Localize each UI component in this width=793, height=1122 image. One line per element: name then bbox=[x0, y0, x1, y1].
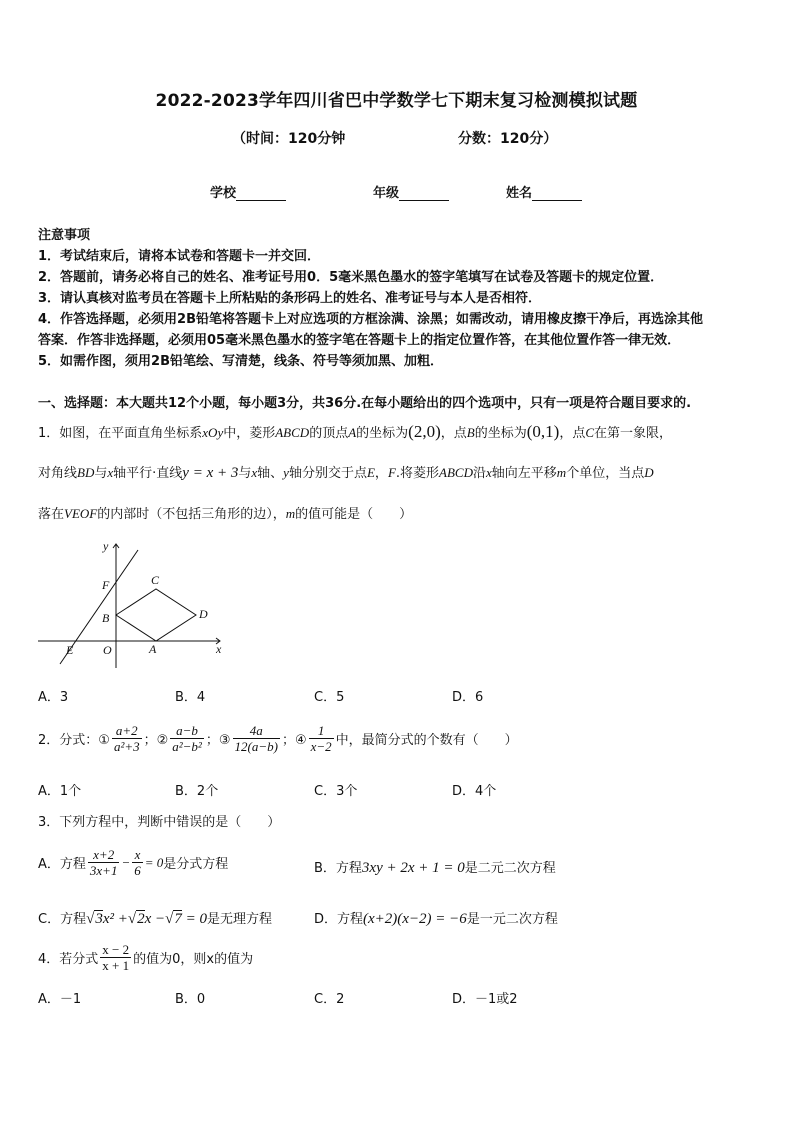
text: 在第一象限， bbox=[594, 426, 673, 441]
q4-option-a[interactable]: A．－1 bbox=[38, 992, 82, 1007]
fraction-2 bbox=[170, 723, 204, 754]
school-blank[interactable] bbox=[236, 188, 286, 201]
var: m bbox=[556, 465, 567, 480]
var: A bbox=[348, 425, 357, 440]
text: 是分式方程 bbox=[163, 857, 229, 872]
q3-stem: 3．下列方程中，判断中错误的是（ ） bbox=[38, 815, 281, 830]
q4-option-c[interactable]: C．2 bbox=[314, 992, 345, 1007]
q3-option-c[interactable] bbox=[38, 908, 272, 928]
q3-option-d[interactable] bbox=[314, 908, 558, 928]
var: B bbox=[466, 425, 475, 440]
var: x bbox=[486, 465, 492, 480]
notice-item: 4．作答选择题，必须用2B铅笔将答题卡上对应选项的方框涂满、涂黑；如需改动，请用橡皮擦干净后，再选涂其他 bbox=[38, 312, 704, 327]
text: 轴、 bbox=[257, 466, 284, 481]
var: ABCD bbox=[439, 465, 473, 480]
denominator: 3x+1 bbox=[89, 863, 118, 878]
var: BD bbox=[77, 465, 95, 480]
coord: (0,1) bbox=[526, 422, 560, 441]
equation: (x+2)(x−2) = −6 bbox=[363, 911, 467, 927]
text: .将菱形 bbox=[395, 466, 440, 481]
q3-option-b[interactable] bbox=[314, 857, 556, 877]
rhombus-ABCD bbox=[116, 589, 196, 641]
label-C: C bbox=[151, 573, 160, 587]
label-A: A bbox=[149, 642, 157, 656]
text: C．方程 bbox=[38, 912, 87, 927]
time-label: （时间：120分钟 bbox=[232, 131, 346, 147]
q2-stem bbox=[38, 723, 518, 754]
fraction-4 bbox=[309, 723, 334, 754]
fraction-3 bbox=[233, 723, 280, 754]
denominator: x + 1 bbox=[102, 958, 130, 973]
q1-option-a[interactable]: A．3 bbox=[38, 690, 69, 705]
var: ABCD bbox=[275, 425, 310, 440]
text: 的值可能是（ ） bbox=[295, 507, 413, 522]
denominator: 6 bbox=[134, 863, 141, 878]
label-y: y bbox=[103, 539, 109, 553]
text: ，点 bbox=[440, 426, 467, 441]
term: x − bbox=[144, 911, 166, 927]
q2-option-a[interactable]: A．1个 bbox=[38, 784, 82, 799]
section-heading: 一、选择题：本大题共12个小题，每小题3分，共36分.在每小题给出的四个选项中，只有一项是符合题目要求的. bbox=[38, 396, 692, 411]
denominator: a²−b² bbox=[172, 739, 202, 754]
text: 是二元二次方程 bbox=[464, 861, 556, 876]
name-label: 姓名 bbox=[506, 186, 533, 201]
text: 个单位，当点 bbox=[566, 466, 645, 481]
var: x bbox=[251, 465, 258, 480]
text: ，点 bbox=[559, 426, 586, 441]
text: 沿 bbox=[472, 466, 486, 481]
q3-option-a[interactable] bbox=[38, 847, 228, 878]
var: D bbox=[644, 465, 654, 480]
equation: y = x + 3 bbox=[182, 465, 239, 481]
var: x bbox=[107, 465, 114, 480]
label-F: F bbox=[102, 578, 110, 592]
text: 轴分别交于点 bbox=[288, 466, 367, 481]
text: ， bbox=[374, 466, 388, 481]
numerator: x+2 bbox=[93, 847, 115, 862]
var: m bbox=[285, 506, 296, 521]
fraction-1 bbox=[112, 723, 142, 754]
text: 2．分式：① bbox=[38, 733, 110, 748]
text: 中，最简分式的个数有（ ） bbox=[335, 733, 518, 748]
denominator: x−2 bbox=[310, 739, 332, 754]
text: 轴平行·直线 bbox=[113, 466, 183, 481]
equation: = 0 bbox=[144, 854, 164, 870]
label-O: O bbox=[103, 643, 112, 657]
coord: (2,0) bbox=[408, 422, 441, 441]
var: F bbox=[387, 465, 396, 480]
numerator: x − 2 bbox=[102, 942, 130, 957]
name-blank[interactable] bbox=[532, 188, 582, 201]
notice-item: 2．答题前，请务必将自己的姓名、准考证号用0．5毫米黑色墨水的签字笔填写在试卷及答题卡的规定位置． bbox=[38, 270, 664, 285]
text: 与 bbox=[238, 466, 252, 481]
text: ；② bbox=[143, 733, 169, 748]
denominator: a²+3 bbox=[113, 739, 140, 754]
label-B: B bbox=[102, 611, 110, 625]
q4-option-d[interactable]: D．－1或2 bbox=[452, 992, 518, 1007]
label-D: D bbox=[199, 607, 208, 621]
text: D．方程 bbox=[314, 912, 364, 927]
school-field bbox=[210, 182, 286, 201]
fraction bbox=[88, 847, 120, 878]
text: 是无理方程 bbox=[206, 912, 272, 927]
fraction bbox=[100, 942, 131, 973]
notice-heading: 注意事项 bbox=[38, 228, 91, 243]
q4-stem bbox=[38, 942, 253, 973]
label-x: x bbox=[216, 642, 222, 656]
q4-option-b[interactable]: B．0 bbox=[175, 992, 206, 1007]
numerator: 1 bbox=[317, 723, 325, 738]
label-E: E bbox=[66, 643, 74, 657]
equation: 3xy + 2x + 1 = 0 bbox=[361, 860, 465, 876]
text: 的内部时（不包括三角形的边）， bbox=[97, 507, 286, 522]
numerator: 4a bbox=[249, 723, 263, 738]
q2-option-d[interactable]: D．4个 bbox=[452, 784, 497, 799]
var: VEOF bbox=[64, 506, 98, 521]
text: 轴向左平移 bbox=[491, 466, 557, 481]
denominator: 12(a−b) bbox=[234, 739, 278, 754]
var: C bbox=[585, 425, 594, 440]
score-label: 分数：120分） bbox=[458, 131, 558, 147]
q1-line3 bbox=[38, 503, 412, 522]
numerator: a−b bbox=[176, 723, 198, 738]
school-label: 学校 bbox=[210, 186, 237, 201]
radicand: 2 bbox=[137, 911, 145, 927]
grade-blank[interactable] bbox=[399, 188, 449, 201]
var: y bbox=[283, 465, 289, 480]
text: 中，菱形 bbox=[223, 426, 276, 441]
q1-option-b[interactable]: B．4 bbox=[175, 690, 206, 705]
grade-field bbox=[373, 182, 449, 201]
text: 4．若分式 bbox=[38, 952, 99, 967]
notice-item: 1．考试结束后，请将本试卷和答题卡一并交回． bbox=[38, 249, 321, 264]
operator: − bbox=[121, 854, 131, 870]
q1-option-d[interactable]: D．6 bbox=[452, 690, 484, 705]
text: 的值为0，则x的值为 bbox=[133, 952, 254, 967]
radicand: 3 bbox=[95, 911, 103, 927]
var: E bbox=[366, 465, 375, 480]
text: 的坐标为 bbox=[356, 426, 409, 441]
text: B．方程 bbox=[314, 861, 362, 876]
text: 与 bbox=[94, 466, 108, 481]
notice-item: 答案．作答非选择题，必须用05毫米黑色墨水的签字笔在答题卡上的指定位置作答，在其他位置作答一律无效． bbox=[38, 333, 681, 348]
numerator: x bbox=[134, 847, 141, 862]
q1-line2 bbox=[38, 462, 654, 482]
notice-item: 5．如需作图，须用2B铅笔绘、写清楚，线条、符号等须加黑、加粗． bbox=[38, 354, 443, 369]
term: x² + bbox=[102, 911, 128, 927]
text: ；④ bbox=[281, 733, 307, 748]
text: 的顶点 bbox=[309, 426, 349, 441]
q1-figure bbox=[30, 536, 230, 676]
term: = 0 bbox=[185, 911, 207, 927]
q2-option-b[interactable]: B．2个 bbox=[175, 784, 219, 799]
text: 落在 bbox=[38, 507, 65, 522]
page-title: 2022-2023学年四川省巴中学数学七下期末复习检测模拟试题 bbox=[155, 91, 638, 111]
fraction bbox=[132, 847, 143, 878]
equation: √3x² +√2x −√7 = 0 bbox=[86, 911, 207, 927]
q2-option-c[interactable]: C．3个 bbox=[314, 784, 358, 799]
text: 1．如图，在平面直角坐标系 bbox=[38, 426, 203, 441]
text: A．方程 bbox=[38, 857, 86, 872]
text: 对角线 bbox=[38, 466, 78, 481]
radicand: 7 bbox=[174, 911, 182, 927]
q1-line1 bbox=[38, 422, 672, 442]
name-field bbox=[506, 182, 582, 201]
var: xOy bbox=[202, 425, 224, 440]
q1-option-c[interactable]: C．5 bbox=[314, 690, 345, 705]
notice-item: 3．请认真核对监考员在答题卡上所粘贴的条形码上的姓名、准考证号与本人是否相符． bbox=[38, 291, 542, 306]
text: 的坐标为 bbox=[474, 426, 527, 441]
text: 是一元二次方程 bbox=[466, 912, 558, 927]
grade-label: 年级 bbox=[373, 186, 400, 201]
text: ；③ bbox=[205, 733, 231, 748]
numerator: a+2 bbox=[115, 723, 138, 738]
